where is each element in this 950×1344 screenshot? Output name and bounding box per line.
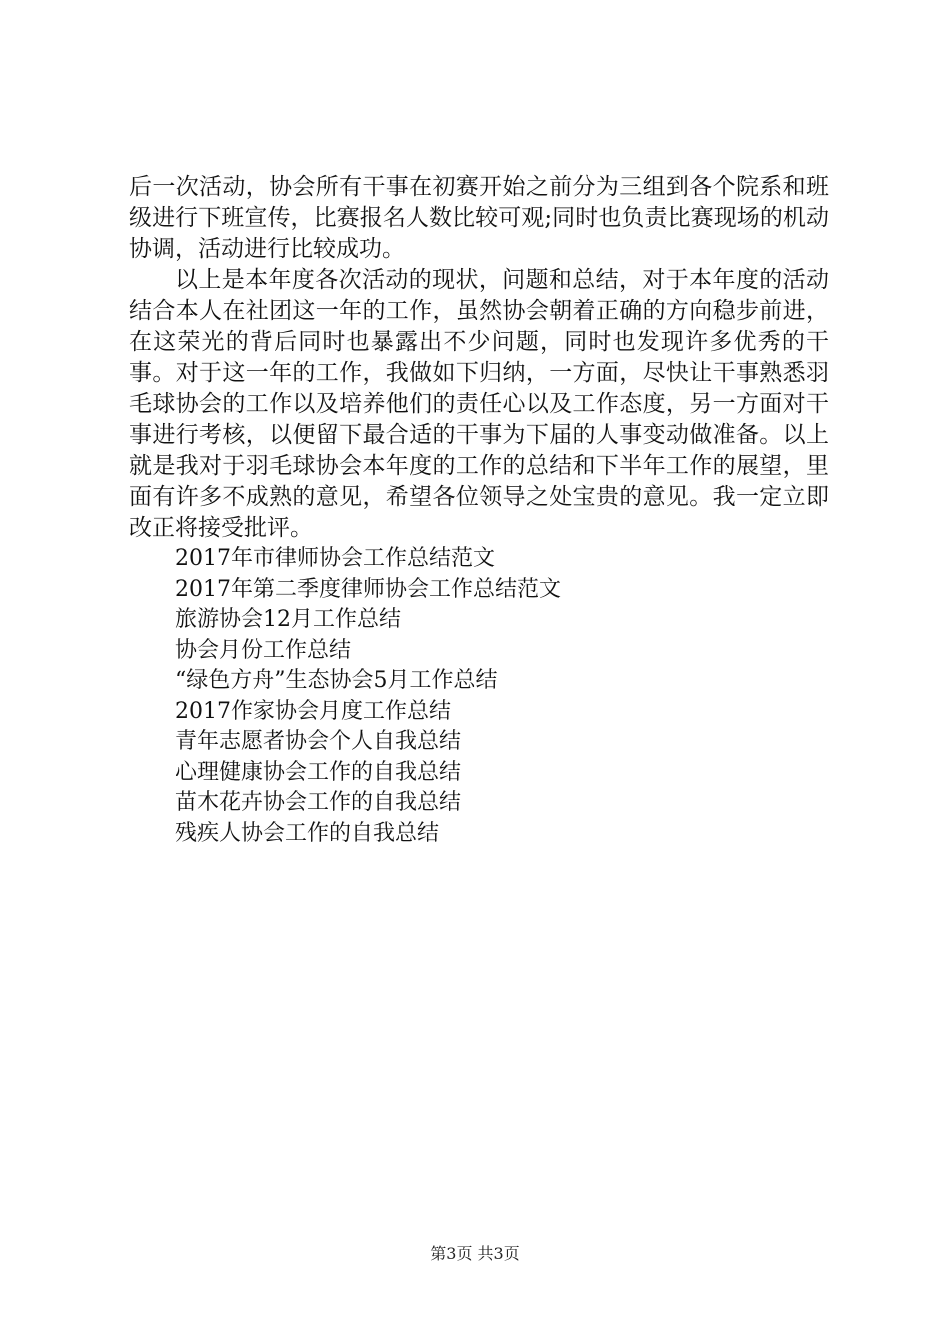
related-article-link[interactable]: 2017年第二季度律师协会工作总结范文	[175, 576, 561, 602]
related-article-link[interactable]: 2017作家协会月度工作总结	[175, 698, 451, 724]
paragraph-continuation: 后一次活动，协会所有干事在初赛开始之前分为三组到各个院系和班级进行下班宣传，比赛报名人数比较可观;同时也负责比赛现场的机动协调，活动进行比较成功。	[129, 174, 829, 262]
related-article-link[interactable]: 苗木花卉协会工作的自我总结	[175, 790, 462, 815]
related-article-link[interactable]: 残疾人协会工作的自我总结	[175, 820, 440, 846]
document-body	[129, 172, 829, 849]
related-article-link[interactable]: 青年志愿者协会个人自我总结	[175, 729, 462, 754]
related-article-link[interactable]: 旅游协会12月工作总结	[175, 607, 401, 632]
page-number-footer: 第3页 共3页	[430, 1244, 520, 1263]
related-article-link[interactable]: 心理健康协会工作的自我总结	[175, 759, 462, 785]
related-article-link[interactable]: 协会月份工作总结	[175, 637, 352, 663]
related-article-link[interactable]: 2017年市律师协会工作总结范文	[175, 546, 495, 571]
related-articles-list	[129, 544, 829, 849]
related-article-link[interactable]: “绿色方舟”生态协会5月工作总结	[175, 668, 498, 693]
paragraph-summary: 以上是本年度各次活动的现状，问题和总结，对于本年度的活动结合本人在社团这一年的工作，虽然协会朝着正确的方向稳步前进，在这荣光的背后同时也暴露出不少问题，同时也发现许多优秀的干事。对于这一年的工作，我做如下归纳，一方面，尽快让干事熟悉羽毛球协会的工作以及培养他们的责任心以及工作态度，另一方面对干事进行考核，以便留下最合适的干事为下届的人事变动做准备。以上就是我对于羽毛球协会本年度的工作的总结和下半年工作的展望，里面有许多不成熟的意见，希望各位领导之处宝贵的意见。我一定立即改正将接受批评。	[129, 267, 829, 541]
